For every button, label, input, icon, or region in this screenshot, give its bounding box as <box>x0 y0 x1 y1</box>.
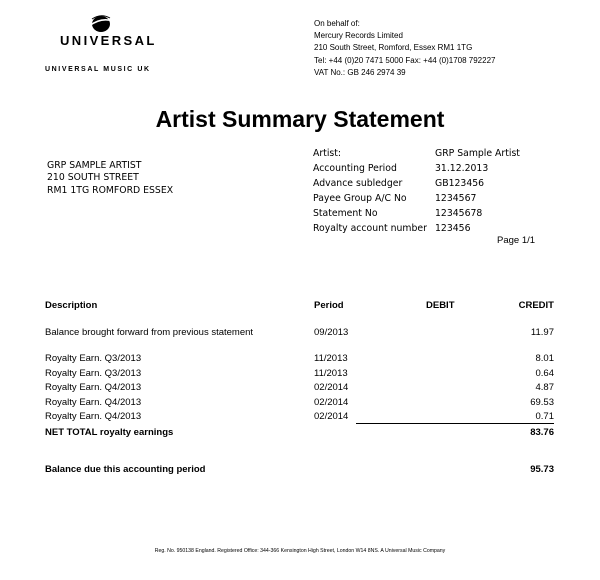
info-label: Royalty account number <box>313 223 427 234</box>
company-line: 210 South Street, Romford, Essex RM1 1TG <box>314 43 473 53</box>
row-period: 11/2013 <box>314 353 348 364</box>
row-description: Royalty Earn. Q3/2013 <box>45 353 142 364</box>
total-rule <box>356 423 554 424</box>
address-line: GRP SAMPLE ARTIST <box>47 160 142 171</box>
row-description: Balance brought forward from previous statement <box>45 327 254 338</box>
row-credit: 69.53 <box>530 396 554 408</box>
balance-forward-row <box>0 327 600 341</box>
company-line: On behalf of: <box>314 19 360 28</box>
company-details <box>314 18 495 79</box>
row-description: Royalty Earn. Q4/2013 <box>45 411 142 422</box>
row-description: Royalty Earn. Q4/2013 <box>45 382 142 393</box>
info-label: Accounting Period <box>313 163 397 174</box>
row-description: Balance due this accounting period <box>45 464 206 475</box>
row-period: 09/2013 <box>314 327 349 338</box>
info-value: 31.12.2013 <box>435 163 489 174</box>
table-row <box>0 397 600 411</box>
statement-title: Artist Summary Statement <box>155 106 445 132</box>
info-value: GB123456 <box>435 178 485 189</box>
page-number: Page 1/1 <box>497 235 536 246</box>
row-description: Royalty Earn. Q4/2013 <box>45 396 142 408</box>
company-line: VAT No.: GB 246 2974 39 <box>314 67 406 77</box>
info-value: 1234567 <box>435 193 477 204</box>
row-credit: 0.71 <box>535 411 554 422</box>
net-total-row <box>0 427 600 441</box>
info-value: GRP Sample Artist <box>435 148 520 159</box>
info-value: 123456 <box>435 223 471 234</box>
universal-logo <box>40 14 170 76</box>
row-period: 02/2014 <box>314 411 349 422</box>
header-period: Period <box>314 300 344 311</box>
row-credit: 0.64 <box>535 367 554 379</box>
header-description: Description <box>45 300 98 311</box>
globe-icon <box>88 14 114 32</box>
row-period: 02/2014 <box>314 396 349 408</box>
table-row <box>0 353 600 367</box>
info-label: Advance subledger <box>313 178 403 189</box>
row-credit: 8.01 <box>535 353 554 364</box>
address-line: 210 SOUTH STREET <box>47 172 139 184</box>
info-label: Artist: <box>313 148 342 159</box>
table-row <box>0 368 600 382</box>
row-credit: 4.87 <box>535 382 554 393</box>
footer-registration: Reg. No. 950138 England. Registered Office: 344-366 Kensington High Street, London W14 8NS. A Universal Music Company <box>154 548 446 554</box>
logo-wordmark: UNIVERSAL <box>60 33 157 48</box>
row-period: 02/2014 <box>314 382 349 393</box>
row-period: 11/2013 <box>314 367 348 379</box>
header-credit: CREDIT <box>518 300 554 311</box>
row-description: Royalty Earn. Q3/2013 <box>45 367 142 379</box>
row-credit: 95.73 <box>530 464 554 475</box>
row-credit: 83.76 <box>530 427 554 438</box>
info-value: 12345678 <box>435 208 483 219</box>
table-row <box>0 382 600 396</box>
row-description: NET TOTAL royalty earnings <box>45 427 174 438</box>
header-debit: DEBIT <box>426 300 455 311</box>
info-label: Payee Group A/C No <box>313 193 407 204</box>
info-label: Statement No <box>313 208 378 219</box>
address-line: RM1 1TG ROMFORD ESSEX <box>47 184 174 196</box>
logo-subtitle: UNIVERSAL MUSIC UK <box>45 66 151 73</box>
recipient-address <box>47 160 173 197</box>
row-credit: 11.97 <box>530 327 554 338</box>
balance-due-row <box>0 464 600 478</box>
company-line: Tel: +44 (0)20 7471 5000 Fax: +44 (0)1708 792227 <box>314 55 496 65</box>
company-line: Mercury Records Limited <box>314 31 403 41</box>
